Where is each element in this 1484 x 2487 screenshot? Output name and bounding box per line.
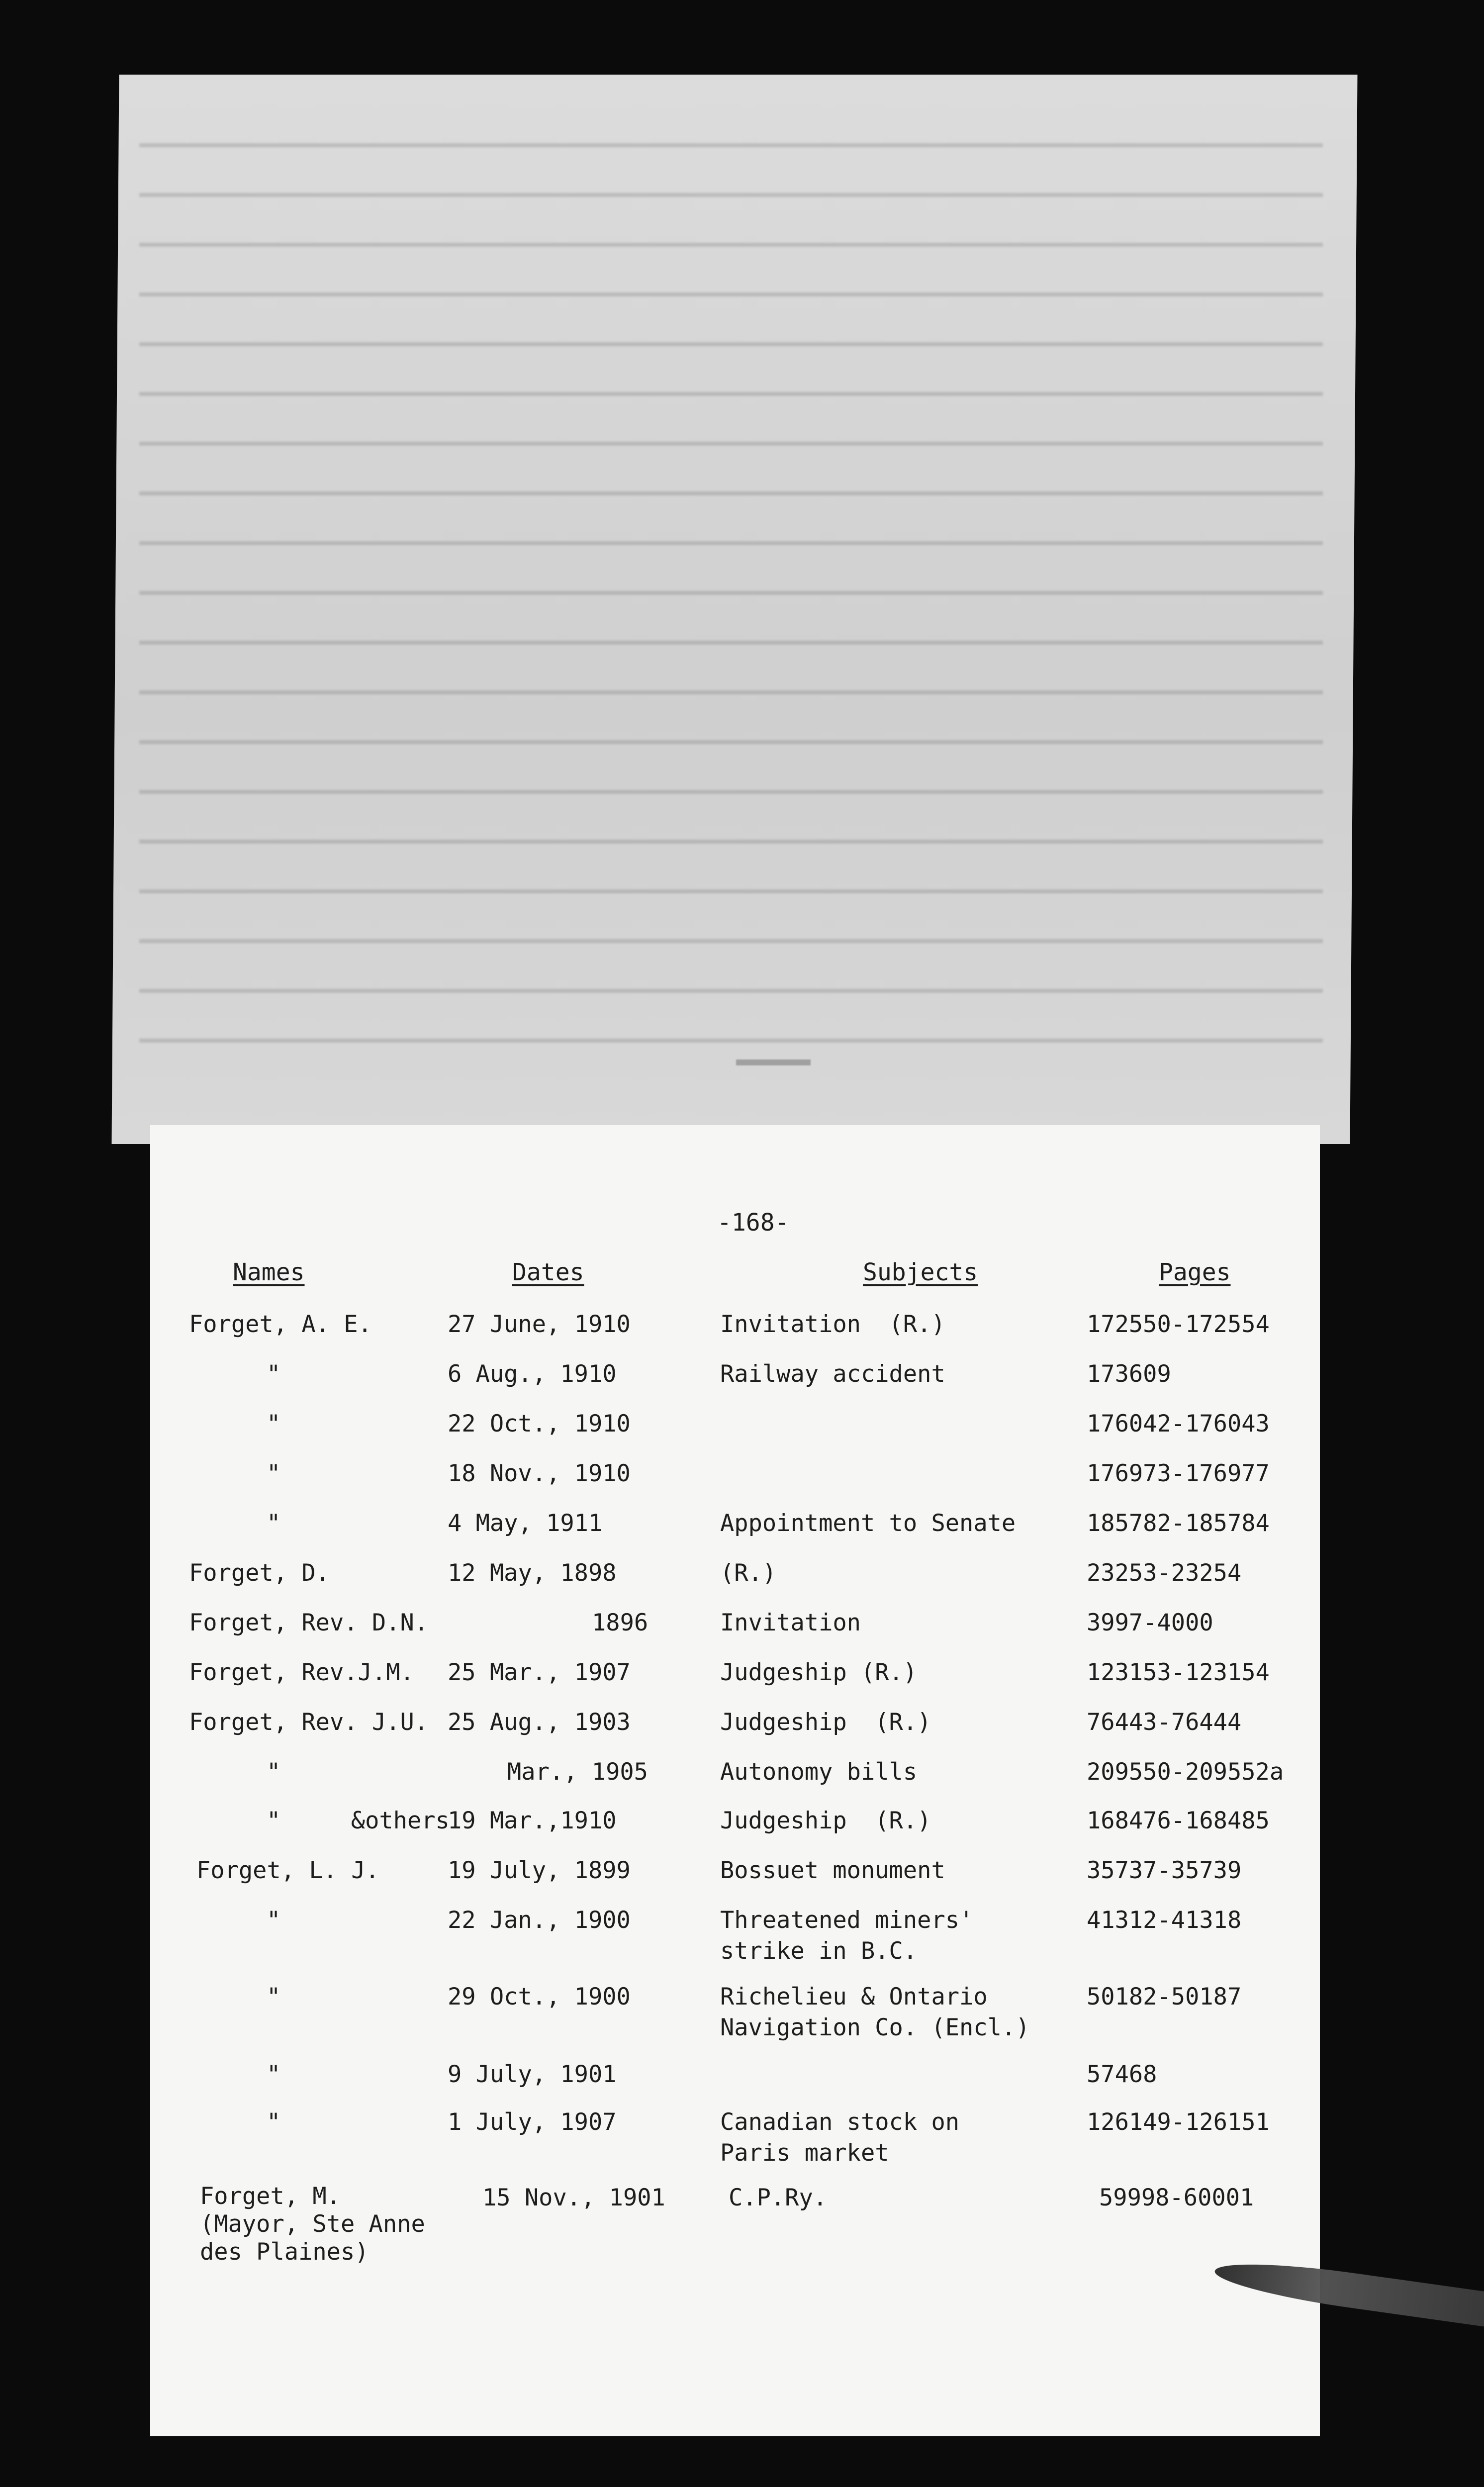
row-pages: 123153-123154 (1087, 1659, 1270, 1686)
row-name-ditto: " (267, 1460, 281, 1487)
row-pages: 23253-23254 (1087, 1559, 1242, 1587)
header-dates: Dates (512, 1258, 584, 1286)
row-name: Forget, Rev. J.U. (189, 1709, 429, 1736)
row-date: 19 Mar.,1910 (448, 1807, 617, 1834)
row-pages: 3997-4000 (1087, 1609, 1213, 1636)
row-date: 15 Nov., 1901 (482, 2184, 665, 2211)
row-pages: 57468 (1087, 2061, 1157, 2088)
row-date: Mar., 1905 (507, 1758, 648, 1786)
row-subject: (R.) (720, 1559, 777, 1587)
row-name: Forget, Rev. D.N. (189, 1609, 429, 1636)
row-subject: Judgeship (R.) (720, 1807, 931, 1834)
row-date: 19 July, 1899 (448, 1857, 631, 1884)
row-pages: 59998-60001 (1099, 2184, 1254, 2211)
row-subject: Invitation (R.) (720, 1311, 945, 1338)
row-name-ditto: " (267, 1907, 281, 1934)
row-name: Forget, A. E. (189, 1311, 372, 1338)
row-date: 18 Nov., 1910 (448, 1460, 631, 1487)
row-date: 22 Oct., 1910 (448, 1410, 631, 1437)
row-date: 27 June, 1910 (448, 1311, 631, 1338)
row-pages: 185782-185784 (1087, 1510, 1270, 1537)
row-subject: C.P.Ry. (729, 2184, 828, 2211)
row-name: Forget, L. J. (196, 1857, 379, 1884)
row-date: 25 Aug., 1903 (448, 1709, 631, 1736)
row-pages: 173609 (1087, 1360, 1171, 1388)
row-date: 9 July, 1901 (448, 2061, 617, 2088)
row-date: 22 Jan., 1900 (448, 1907, 631, 1934)
row-date: 25 Mar., 1907 (448, 1659, 631, 1686)
row-date: 1 July, 1907 (448, 2108, 617, 2136)
page-number: -168- (717, 1209, 789, 1237)
row-name-ditto: " (267, 2061, 281, 2088)
row-subject: Threatened miners' strike in B.C. (720, 1907, 974, 1965)
row-subject: Richelieu & Ontario Navigation Co. (Encl.) (720, 1983, 1030, 2041)
row-subject: Railway accident (720, 1360, 945, 1388)
row-pages: 126149-126151 (1087, 2108, 1270, 2136)
row-pages: 168476-168485 (1087, 1807, 1270, 1834)
row-name-ditto: " (267, 1510, 281, 1537)
row-subject: Autonomy bills (720, 1758, 918, 1786)
row-subject: Appointment to Senate (720, 1510, 1016, 1537)
row-subject: Bossuet monument (720, 1857, 945, 1884)
row-date: 29 Oct., 1900 (448, 1983, 631, 2010)
row-pages: 172550-172554 (1087, 1311, 1270, 1338)
header-subjects: Subjects (863, 1258, 978, 1286)
row-name: Forget, M. (Mayor, Ste Anne des Plaines) (200, 2183, 425, 2266)
row-pages: 50182-50187 (1087, 1983, 1242, 2010)
row-date: 6 Aug., 1910 (448, 1360, 617, 1388)
row-name: Forget, Rev.J.M. (189, 1659, 414, 1686)
row-name-ditto: " (267, 1410, 281, 1437)
bleed-through-text (139, 99, 1323, 1069)
row-name-ditto: " (267, 1360, 281, 1388)
row-name-ditto: " (267, 2108, 281, 2136)
row-subject: Invitation (720, 1609, 861, 1636)
row-pages: 76443-76444 (1087, 1709, 1242, 1736)
row-subject: Judgeship (R.) (720, 1659, 918, 1686)
row-name-ditto: " (267, 1758, 281, 1786)
row-subject: Canadian stock on Paris market (720, 2108, 960, 2167)
header-names: Names (233, 1258, 305, 1286)
row-pages: 35737-35739 (1087, 1857, 1242, 1884)
bleed-through-folio (736, 1059, 811, 1065)
row-pages: 41312-41318 (1087, 1907, 1242, 1934)
row-date: 12 May, 1898 (448, 1559, 617, 1587)
row-date: 1896 (592, 1609, 649, 1636)
row-name-ditto: " (267, 1983, 281, 2010)
row-date: 4 May, 1911 (448, 1510, 603, 1537)
row-pages: 176042-176043 (1087, 1410, 1270, 1437)
row-pages: 176973-176977 (1087, 1460, 1270, 1487)
row-name-ditto: " &others (267, 1807, 450, 1834)
row-name: Forget, D. (189, 1559, 330, 1587)
row-subject: Judgeship (R.) (720, 1709, 931, 1736)
row-pages: 209550-209552a (1087, 1758, 1284, 1786)
header-pages: Pages (1159, 1258, 1231, 1286)
